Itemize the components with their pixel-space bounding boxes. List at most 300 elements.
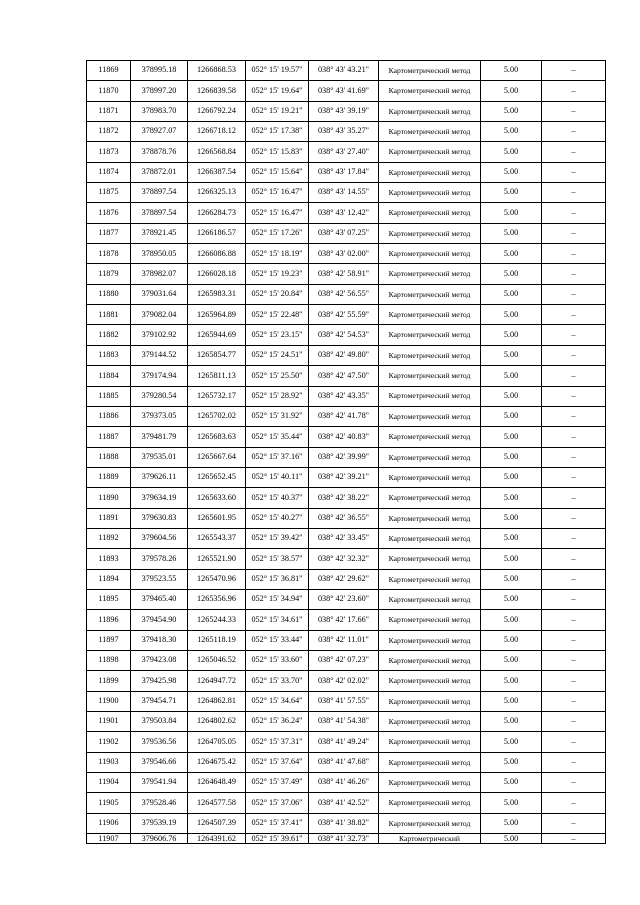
- latitude-cell: 052° 15' 15.83": [246, 142, 309, 162]
- x-coordinate-cell: 379604.56: [131, 528, 188, 548]
- note-cell: –: [542, 488, 606, 508]
- note-cell: –: [542, 406, 606, 426]
- y-coordinate-cell: 1264802.62: [188, 712, 246, 732]
- x-coordinate-cell: 378995.18: [131, 61, 188, 81]
- point-number-cell: 11877: [87, 223, 131, 243]
- longitude-cell: 038° 43' 41.69": [309, 81, 379, 101]
- x-coordinate-cell: 378878.76: [131, 142, 188, 162]
- method-cell: Картометрический метод: [379, 773, 481, 793]
- note-cell: –: [542, 345, 606, 365]
- x-coordinate-cell: 379578.26: [131, 549, 188, 569]
- y-coordinate-cell: 1266186.57: [188, 223, 246, 243]
- latitude-cell: 052° 15' 33.44": [246, 630, 309, 650]
- note-cell: –: [542, 305, 606, 325]
- table-row: [87, 81, 606, 101]
- note-cell: –: [542, 732, 606, 752]
- table-row: [87, 122, 606, 142]
- point-number-cell: 11905: [87, 793, 131, 813]
- point-number-cell: 11887: [87, 427, 131, 447]
- accuracy-cell: 5.00: [481, 752, 542, 772]
- latitude-cell: 052° 15' 17.38": [246, 122, 309, 142]
- table-row: [87, 630, 606, 650]
- latitude-cell: 052° 15' 39.61": [246, 834, 309, 844]
- table-row: [87, 162, 606, 182]
- method-cell: Картометрический метод: [379, 122, 481, 142]
- method-cell: Картометрический метод: [379, 447, 481, 467]
- point-number-cell: 11897: [87, 630, 131, 650]
- point-number-cell: 11900: [87, 691, 131, 711]
- y-coordinate-cell: 1266839.58: [188, 81, 246, 101]
- latitude-cell: 052° 15' 16.47": [246, 203, 309, 223]
- method-cell: Картометрический метод: [379, 813, 481, 833]
- y-coordinate-cell: 1265811.13: [188, 366, 246, 386]
- y-coordinate-cell: 1265667.64: [188, 447, 246, 467]
- table-row: [87, 264, 606, 284]
- longitude-cell: 038° 42' 41.78": [309, 406, 379, 426]
- note-cell: –: [542, 223, 606, 243]
- accuracy-cell: 5.00: [481, 488, 542, 508]
- table-row: [87, 61, 606, 81]
- y-coordinate-cell: 1264947.72: [188, 671, 246, 691]
- x-coordinate-cell: 379630.83: [131, 508, 188, 528]
- latitude-cell: 052° 15' 23.15": [246, 325, 309, 345]
- latitude-cell: 052° 15' 15.64": [246, 162, 309, 182]
- accuracy-cell: 5.00: [481, 467, 542, 487]
- x-coordinate-cell: 379503.84: [131, 712, 188, 732]
- latitude-cell: 052° 15' 17.26": [246, 223, 309, 243]
- note-cell: –: [542, 366, 606, 386]
- accuracy-cell: 5.00: [481, 406, 542, 426]
- note-cell: –: [542, 447, 606, 467]
- latitude-cell: 052° 15' 37.49": [246, 773, 309, 793]
- table-row: [87, 447, 606, 467]
- latitude-cell: 052° 15' 31.92": [246, 406, 309, 426]
- longitude-cell: 038° 42' 56.55": [309, 284, 379, 304]
- accuracy-cell: 5.00: [481, 101, 542, 121]
- accuracy-cell: 5.00: [481, 162, 542, 182]
- table-row: [87, 345, 606, 365]
- x-coordinate-cell: 379536.56: [131, 732, 188, 752]
- longitude-cell: 038° 42' 47.50": [309, 366, 379, 386]
- accuracy-cell: 5.00: [481, 813, 542, 833]
- accuracy-cell: 5.00: [481, 630, 542, 650]
- y-coordinate-cell: 1265702.02: [188, 406, 246, 426]
- method-cell: Картометрический метод: [379, 183, 481, 203]
- x-coordinate-cell: 379481.79: [131, 427, 188, 447]
- latitude-cell: 052° 15' 37.41": [246, 813, 309, 833]
- method-cell: Картометрический метод: [379, 650, 481, 670]
- table-row: [87, 386, 606, 406]
- latitude-cell: 052° 15' 37.31": [246, 732, 309, 752]
- method-cell: Картометрический метод: [379, 203, 481, 223]
- table-row: [87, 671, 606, 691]
- method-cell: Картометрический метод: [379, 345, 481, 365]
- table-row: [87, 183, 606, 203]
- latitude-cell: 052° 15' 24.51": [246, 345, 309, 365]
- longitude-cell: 038° 42' 39.99": [309, 447, 379, 467]
- point-number-cell: 11888: [87, 447, 131, 467]
- point-number-cell: 11893: [87, 549, 131, 569]
- note-cell: –: [542, 549, 606, 569]
- accuracy-cell: 5.00: [481, 589, 542, 609]
- table-row: [87, 589, 606, 609]
- point-number-cell: 11898: [87, 650, 131, 670]
- accuracy-cell: 5.00: [481, 569, 542, 589]
- y-coordinate-cell: 1264705.05: [188, 732, 246, 752]
- note-cell: –: [542, 386, 606, 406]
- method-cell: Картометрический метод: [379, 366, 481, 386]
- x-coordinate-cell: 379144.52: [131, 345, 188, 365]
- y-coordinate-cell: 1265601.95: [188, 508, 246, 528]
- table-row: [87, 549, 606, 569]
- method-cell: Картометрический метод: [379, 549, 481, 569]
- latitude-cell: 052° 15' 19.21": [246, 101, 309, 121]
- accuracy-cell: 5.00: [481, 732, 542, 752]
- y-coordinate-cell: 1265521.90: [188, 549, 246, 569]
- note-cell: –: [542, 691, 606, 711]
- method-cell: Картометрический метод: [379, 488, 481, 508]
- method-cell: Картометрический метод: [379, 732, 481, 752]
- note-cell: –: [542, 671, 606, 691]
- x-coordinate-cell: 379626.11: [131, 467, 188, 487]
- note-cell: –: [542, 101, 606, 121]
- table-row: [87, 793, 606, 813]
- y-coordinate-cell: 1265732.17: [188, 386, 246, 406]
- method-cell: Картометрический метод: [379, 386, 481, 406]
- accuracy-cell: 5.00: [481, 142, 542, 162]
- method-cell: Картометрический метод: [379, 467, 481, 487]
- point-number-cell: 11873: [87, 142, 131, 162]
- y-coordinate-cell: 1265118.19: [188, 630, 246, 650]
- longitude-cell: 038° 43' 35.27": [309, 122, 379, 142]
- method-cell: Картометрический метод: [379, 630, 481, 650]
- method-cell: Картометрический метод: [379, 752, 481, 772]
- accuracy-cell: 5.00: [481, 244, 542, 264]
- table-row: [87, 650, 606, 670]
- x-coordinate-cell: 379546.66: [131, 752, 188, 772]
- latitude-cell: 052° 15' 33.70": [246, 671, 309, 691]
- x-coordinate-cell: 378950.05: [131, 244, 188, 264]
- note-cell: –: [542, 325, 606, 345]
- note-cell: –: [542, 244, 606, 264]
- accuracy-cell: 5.00: [481, 549, 542, 569]
- x-coordinate-cell: 379423.08: [131, 650, 188, 670]
- method-cell: Картометрический метод: [379, 284, 481, 304]
- x-coordinate-cell: 378983.70: [131, 101, 188, 121]
- method-cell: Картометрический метод: [379, 223, 481, 243]
- point-number-cell: 11890: [87, 488, 131, 508]
- point-number-cell: 11881: [87, 305, 131, 325]
- latitude-cell: 052° 15' 36.24": [246, 712, 309, 732]
- method-cell: Картометрический метод: [379, 712, 481, 732]
- note-cell: –: [542, 122, 606, 142]
- method-cell: Картометрический метод: [379, 793, 481, 813]
- accuracy-cell: 5.00: [481, 122, 542, 142]
- y-coordinate-cell: 1265854.77: [188, 345, 246, 365]
- latitude-cell: 052° 15' 22.48": [246, 305, 309, 325]
- longitude-cell: 038° 41' 46.26": [309, 773, 379, 793]
- x-coordinate-cell: 379606.76: [131, 834, 188, 844]
- table-row: [87, 284, 606, 304]
- x-coordinate-cell: 379465.40: [131, 589, 188, 609]
- y-coordinate-cell: 1265652.45: [188, 467, 246, 487]
- method-cell: Картометрический метод: [379, 528, 481, 548]
- y-coordinate-cell: 1264507.39: [188, 813, 246, 833]
- accuracy-cell: 5.00: [481, 528, 542, 548]
- coordinates-table: [86, 60, 606, 844]
- point-number-cell: 11876: [87, 203, 131, 223]
- accuracy-cell: 5.00: [481, 773, 542, 793]
- note-cell: –: [542, 284, 606, 304]
- point-number-cell: 11896: [87, 610, 131, 630]
- longitude-cell: 038° 42' 02.02": [309, 671, 379, 691]
- accuracy-cell: 5.00: [481, 386, 542, 406]
- table-row: [87, 223, 606, 243]
- table-row: [87, 467, 606, 487]
- table-row: [87, 203, 606, 223]
- x-coordinate-cell: 378897.54: [131, 183, 188, 203]
- table-row: [87, 406, 606, 426]
- longitude-cell: 038° 41' 47.68": [309, 752, 379, 772]
- point-number-cell: 11871: [87, 101, 131, 121]
- latitude-cell: 052° 15' 16.47": [246, 183, 309, 203]
- method-cell: Картометрический метод: [379, 305, 481, 325]
- table-row: [87, 101, 606, 121]
- y-coordinate-cell: 1266028.18: [188, 264, 246, 284]
- latitude-cell: 052° 15' 19.57": [246, 61, 309, 81]
- method-cell: Картометрический: [379, 834, 481, 844]
- note-cell: –: [542, 528, 606, 548]
- accuracy-cell: 5.00: [481, 61, 542, 81]
- longitude-cell: 038° 42' 07.23": [309, 650, 379, 670]
- accuracy-cell: 5.00: [481, 671, 542, 691]
- x-coordinate-cell: 379102.92: [131, 325, 188, 345]
- accuracy-cell: 5.00: [481, 834, 542, 844]
- latitude-cell: 052° 15' 20.84": [246, 284, 309, 304]
- x-coordinate-cell: 378997.20: [131, 81, 188, 101]
- accuracy-cell: 5.00: [481, 81, 542, 101]
- longitude-cell: 038° 41' 54.38": [309, 712, 379, 732]
- accuracy-cell: 5.00: [481, 366, 542, 386]
- accuracy-cell: 5.00: [481, 712, 542, 732]
- y-coordinate-cell: 1266868.53: [188, 61, 246, 81]
- table-row: [87, 610, 606, 630]
- method-cell: Картометрический метод: [379, 406, 481, 426]
- point-number-cell: 11895: [87, 589, 131, 609]
- longitude-cell: 038° 42' 54.53": [309, 325, 379, 345]
- method-cell: Картометрический метод: [379, 427, 481, 447]
- method-cell: Картометрический метод: [379, 61, 481, 81]
- longitude-cell: 038° 42' 23.60": [309, 589, 379, 609]
- y-coordinate-cell: 1266387.54: [188, 162, 246, 182]
- note-cell: –: [542, 203, 606, 223]
- latitude-cell: 052° 15' 19.64": [246, 81, 309, 101]
- latitude-cell: 052° 15' 37.16": [246, 447, 309, 467]
- x-coordinate-cell: 379539.19: [131, 813, 188, 833]
- note-cell: –: [542, 610, 606, 630]
- note-cell: –: [542, 162, 606, 182]
- method-cell: Картометрический метод: [379, 142, 481, 162]
- method-cell: Картометрический метод: [379, 244, 481, 264]
- table-body: [87, 61, 606, 844]
- method-cell: Картометрический метод: [379, 691, 481, 711]
- longitude-cell: 038° 43' 43.21": [309, 61, 379, 81]
- accuracy-cell: 5.00: [481, 203, 542, 223]
- method-cell: Картометрический метод: [379, 101, 481, 121]
- point-number-cell: 11892: [87, 528, 131, 548]
- y-coordinate-cell: 1266325.13: [188, 183, 246, 203]
- note-cell: –: [542, 467, 606, 487]
- longitude-cell: 038° 43' 27.40": [309, 142, 379, 162]
- point-number-cell: 11880: [87, 284, 131, 304]
- accuracy-cell: 5.00: [481, 427, 542, 447]
- point-number-cell: 11875: [87, 183, 131, 203]
- x-coordinate-cell: 378927.07: [131, 122, 188, 142]
- longitude-cell: 038° 41' 57.55": [309, 691, 379, 711]
- note-cell: –: [542, 508, 606, 528]
- table-row: [87, 752, 606, 772]
- x-coordinate-cell: 379418.30: [131, 630, 188, 650]
- x-coordinate-cell: 379541.94: [131, 773, 188, 793]
- accuracy-cell: 5.00: [481, 183, 542, 203]
- y-coordinate-cell: 1264862.81: [188, 691, 246, 711]
- y-coordinate-cell: 1265633.60: [188, 488, 246, 508]
- y-coordinate-cell: 1266792.24: [188, 101, 246, 121]
- longitude-cell: 038° 43' 14.55": [309, 183, 379, 203]
- accuracy-cell: 5.00: [481, 325, 542, 345]
- method-cell: Картометрический метод: [379, 81, 481, 101]
- latitude-cell: 052° 15' 37.06": [246, 793, 309, 813]
- point-number-cell: 11883: [87, 345, 131, 365]
- accuracy-cell: 5.00: [481, 305, 542, 325]
- table-row: [87, 834, 606, 844]
- y-coordinate-cell: 1265470.96: [188, 569, 246, 589]
- note-cell: –: [542, 773, 606, 793]
- note-cell: –: [542, 834, 606, 844]
- y-coordinate-cell: 1266284.73: [188, 203, 246, 223]
- accuracy-cell: 5.00: [481, 508, 542, 528]
- latitude-cell: 052° 15' 40.27": [246, 508, 309, 528]
- x-coordinate-cell: 379454.71: [131, 691, 188, 711]
- longitude-cell: 038° 42' 36.55": [309, 508, 379, 528]
- accuracy-cell: 5.00: [481, 650, 542, 670]
- point-number-cell: 11870: [87, 81, 131, 101]
- method-cell: Картометрический метод: [379, 508, 481, 528]
- accuracy-cell: 5.00: [481, 447, 542, 467]
- method-cell: Картометрический метод: [379, 671, 481, 691]
- longitude-cell: 038° 43' 07.25": [309, 223, 379, 243]
- table-row: [87, 305, 606, 325]
- latitude-cell: 052° 15' 33.60": [246, 650, 309, 670]
- method-cell: Картометрический метод: [379, 325, 481, 345]
- point-number-cell: 11884: [87, 366, 131, 386]
- table-row: [87, 427, 606, 447]
- table-row: [87, 488, 606, 508]
- point-number-cell: 11886: [87, 406, 131, 426]
- point-number-cell: 11899: [87, 671, 131, 691]
- note-cell: –: [542, 61, 606, 81]
- note-cell: –: [542, 81, 606, 101]
- table-row: [87, 508, 606, 528]
- y-coordinate-cell: 1265046.52: [188, 650, 246, 670]
- note-cell: –: [542, 427, 606, 447]
- longitude-cell: 038° 41' 42.52": [309, 793, 379, 813]
- latitude-cell: 052° 15' 19.23": [246, 264, 309, 284]
- table-row: [87, 773, 606, 793]
- table-row: [87, 691, 606, 711]
- table-row: [87, 732, 606, 752]
- latitude-cell: 052° 15' 34.64": [246, 691, 309, 711]
- point-number-cell: 11901: [87, 712, 131, 732]
- y-coordinate-cell: 1265356.96: [188, 589, 246, 609]
- longitude-cell: 038° 42' 38.22": [309, 488, 379, 508]
- accuracy-cell: 5.00: [481, 345, 542, 365]
- note-cell: –: [542, 630, 606, 650]
- y-coordinate-cell: 1265244.33: [188, 610, 246, 630]
- accuracy-cell: 5.00: [481, 223, 542, 243]
- note-cell: –: [542, 793, 606, 813]
- longitude-cell: 038° 42' 49.80": [309, 345, 379, 365]
- latitude-cell: 052° 15' 40.11": [246, 467, 309, 487]
- y-coordinate-cell: 1264675.42: [188, 752, 246, 772]
- point-number-cell: 11869: [87, 61, 131, 81]
- method-cell: Картометрический метод: [379, 589, 481, 609]
- table-row: [87, 528, 606, 548]
- longitude-cell: 038° 42' 43.35": [309, 386, 379, 406]
- point-number-cell: 11882: [87, 325, 131, 345]
- point-number-cell: 11874: [87, 162, 131, 182]
- x-coordinate-cell: 379523.55: [131, 569, 188, 589]
- y-coordinate-cell: 1264577.58: [188, 793, 246, 813]
- y-coordinate-cell: 1265944.69: [188, 325, 246, 345]
- method-cell: Картометрический метод: [379, 162, 481, 182]
- point-number-cell: 11903: [87, 752, 131, 772]
- accuracy-cell: 5.00: [481, 793, 542, 813]
- longitude-cell: 038° 43' 39.19": [309, 101, 379, 121]
- point-number-cell: 11894: [87, 569, 131, 589]
- longitude-cell: 038° 42' 55.59": [309, 305, 379, 325]
- table-row: [87, 366, 606, 386]
- table-row: [87, 712, 606, 732]
- latitude-cell: 052° 15' 34.94": [246, 589, 309, 609]
- note-cell: –: [542, 183, 606, 203]
- latitude-cell: 052° 15' 39.42": [246, 528, 309, 548]
- point-number-cell: 11885: [87, 386, 131, 406]
- table-row: [87, 142, 606, 162]
- latitude-cell: 052° 15' 35.44": [246, 427, 309, 447]
- x-coordinate-cell: 379174.94: [131, 366, 188, 386]
- y-coordinate-cell: 1265543.37: [188, 528, 246, 548]
- latitude-cell: 052° 15' 37.64": [246, 752, 309, 772]
- y-coordinate-cell: 1266568.84: [188, 142, 246, 162]
- latitude-cell: 052° 15' 38.57": [246, 549, 309, 569]
- longitude-cell: 038° 41' 49.24": [309, 732, 379, 752]
- y-coordinate-cell: 1266086.88: [188, 244, 246, 264]
- note-cell: –: [542, 752, 606, 772]
- point-number-cell: 11904: [87, 773, 131, 793]
- latitude-cell: 052° 15' 40.37": [246, 488, 309, 508]
- note-cell: –: [542, 813, 606, 833]
- x-coordinate-cell: 379373.05: [131, 406, 188, 426]
- x-coordinate-cell: 379082.04: [131, 305, 188, 325]
- note-cell: –: [542, 264, 606, 284]
- longitude-cell: 038° 42' 33.45": [309, 528, 379, 548]
- point-number-cell: 11889: [87, 467, 131, 487]
- longitude-cell: 038° 43' 02.00": [309, 244, 379, 264]
- note-cell: –: [542, 650, 606, 670]
- longitude-cell: 038° 41' 38.82": [309, 813, 379, 833]
- longitude-cell: 038° 42' 39.21": [309, 467, 379, 487]
